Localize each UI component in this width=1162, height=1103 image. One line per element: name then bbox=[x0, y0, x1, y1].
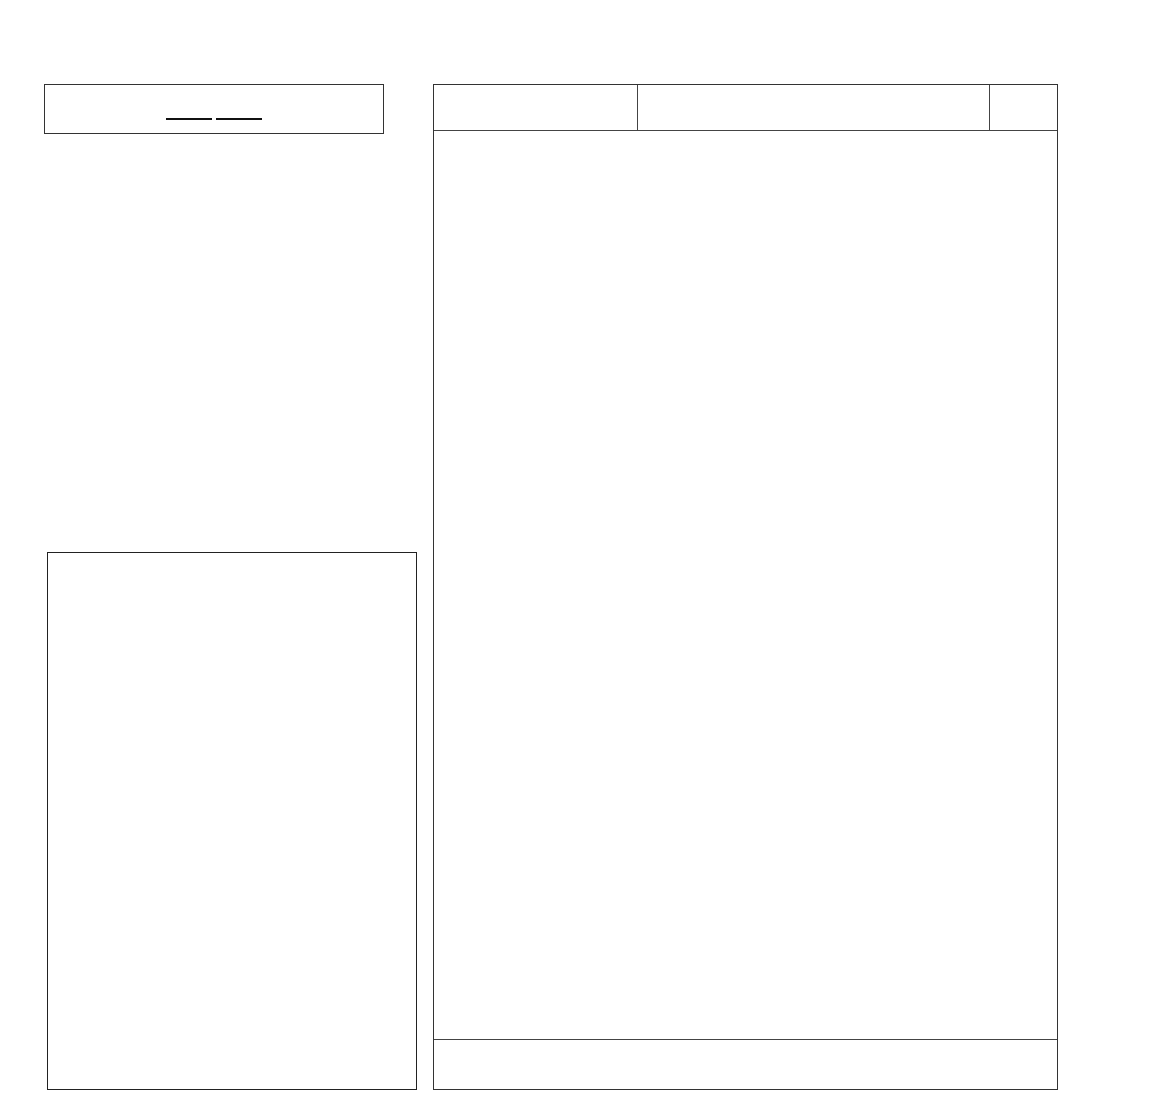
time-invested-row bbox=[434, 996, 1057, 1040]
date-box bbox=[44, 84, 384, 134]
month-blank[interactable] bbox=[166, 98, 212, 120]
review-status-row bbox=[434, 1040, 1057, 1088]
schedule-header-row bbox=[434, 85, 1057, 131]
summary-box[interactable] bbox=[47, 552, 417, 1090]
header-percent bbox=[990, 85, 1056, 130]
header-mission bbox=[638, 85, 990, 130]
header-leaf bbox=[434, 85, 638, 130]
schedule-table bbox=[433, 84, 1058, 1090]
day-blank[interactable] bbox=[216, 98, 262, 120]
